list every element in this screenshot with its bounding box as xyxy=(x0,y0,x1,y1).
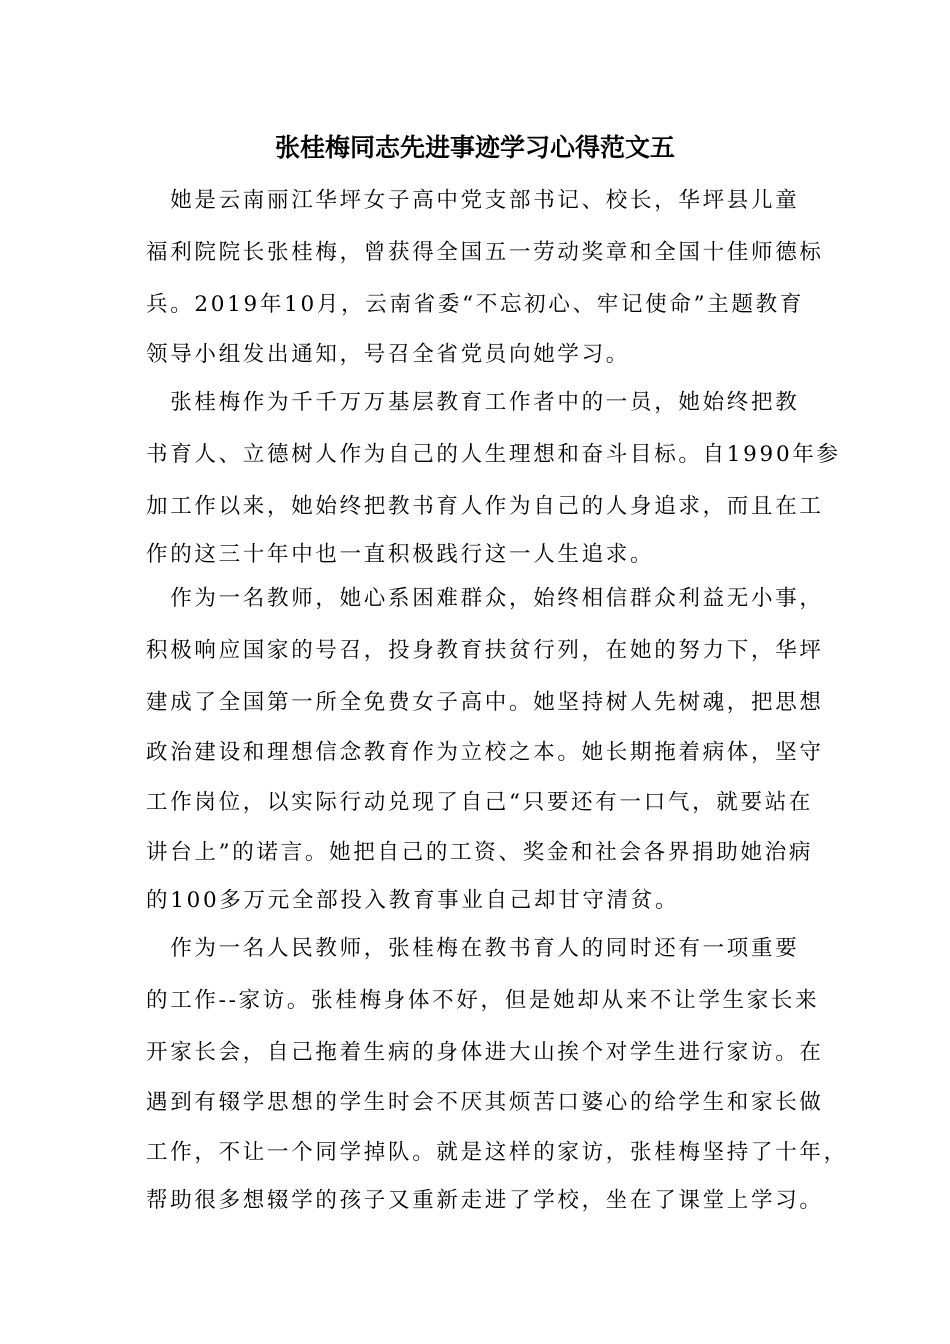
text-line: 加工作以来，她始终把教书育人作为自己的人身追求，而且在工 xyxy=(146,494,824,519)
text-line: 工作，不让一个同学掉队。就是这样的家访，张桂梅坚持了十年， xyxy=(146,1140,848,1165)
text-line: 的工作--家访。张桂梅身体不好，但是她却从来不让学生家长来 xyxy=(146,988,820,1013)
text-line: 兵。2019年10月，云南省委“不忘初心、牢记使命”主题教育 xyxy=(146,292,805,317)
text-line: 政治建设和理想信念教育作为立校之本。她长期拖着病体，坚守 xyxy=(146,740,824,765)
text-line: 领导小组发出通知，号召全省党员向她学习。 xyxy=(146,342,631,367)
document-title: 张桂梅同志先进事迹学习心得范文五 xyxy=(274,133,675,162)
text-line: 书育人、立德树人作为自己的人生理想和奋斗目标。自1990年参 xyxy=(146,442,841,467)
text-line: 作为一名教师，她心系困难群众，始终相信群众利益无小事， xyxy=(146,586,824,611)
text-line: 帮助很多想辍学的孩子又重新走进了学校，坐在了课堂上学习。 xyxy=(146,1188,824,1213)
text-line: 她是云南丽江华坪女子高中党支部书记、校长，华坪县儿童 xyxy=(146,188,800,213)
text-line: 积极响应国家的号召，投身教育扶贫行列，在她的努力下，华坪 xyxy=(146,638,824,663)
text-line: 作的这三十年中也一直积极践行这一人生追求。 xyxy=(146,542,655,567)
text-line: 建成了全国第一所全免费女子高中。她坚持树人先树魂，把思想 xyxy=(146,690,824,715)
text-line: 的100多万元全部投入教育事业自己却甘守清贫。 xyxy=(146,888,680,913)
text-line: 张桂梅作为千千万万基层教育工作者中的一员，她始终把教 xyxy=(146,390,800,415)
text-line: 工作岗位，以实际行动兑现了自己“只要还有一口气，就要站在 xyxy=(146,790,814,815)
text-line: 讲台上”的诺言。她把自己的工资、奖金和社会各界捐助她治病 xyxy=(146,840,814,865)
text-line: 作为一名人民教师，张桂梅在教书育人的同时还有一项重要 xyxy=(146,936,800,961)
text-line: 遇到有辍学思想的学生时会不厌其烦苦口婆心的给学生和家长做 xyxy=(146,1090,824,1115)
text-line: 福利院院长张桂梅，曾获得全国五一劳动奖章和全国十佳师德标 xyxy=(146,240,824,265)
text-line: 开家长会，自己拖着生病的身体进大山挨个对学生进行家访。在 xyxy=(146,1040,824,1065)
